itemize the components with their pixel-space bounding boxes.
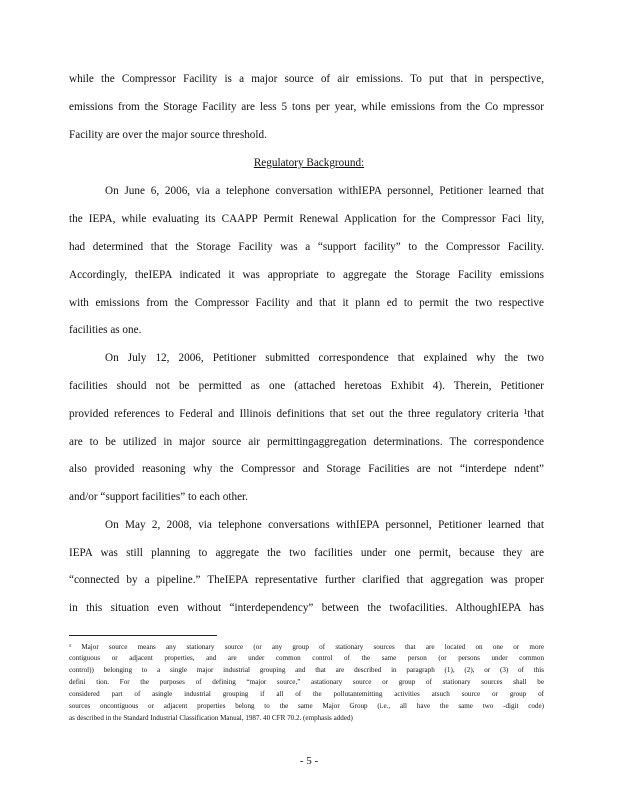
page-number: - 5 - <box>299 755 319 767</box>
text-line: IEPA was still planning to aggregate the two facilities under one permit, because they are <box>69 547 544 559</box>
footnote-line: contiguous or adjacent properties, and are under common control of the same person (or persons under common <box>69 654 544 662</box>
text-line: in this situation even without “interdependency” between the twofacilities. AlthoughIEPA has <box>69 602 544 614</box>
text-line: “connected by a pipeline.” TheIEPA representative further clarified that aggregation was proper <box>69 574 544 586</box>
text-line: emissions from the Storage Facility are less 5 tons per year, while emissions from the Co mpressor <box>69 101 544 113</box>
text-line: On June 6, 2006, via a telephone conversation withIEPA personnel, Petitioner learned that <box>105 185 544 197</box>
text-line: had determined that the Storage Facility was a “support facility” to the Compressor Facility. <box>69 241 544 253</box>
text-line: On May 2, 2008, via telephone conversations withIEPA personnel, Petitioner learned that <box>105 519 544 531</box>
text-line: On July 12, 2006, Petitioner submitted correspondence that explained why the two <box>105 352 544 364</box>
text-line: facilities as one. <box>69 324 142 336</box>
footnote-line: as described in the Standard Industrial Classification Manual, 1987. 40 CFR 70.2. (emphasis added) <box>69 714 353 722</box>
footnote-line: control)) belonging to a single major industrial grouping and that are described in paragraph (1), (2), or (3) of this <box>69 666 544 674</box>
text-line: facilities should not be permitted as one (attached heretoas Exhibit 4). Therein, Petitioner <box>69 380 544 392</box>
footnote-divider <box>69 635 217 636</box>
text-line: are to be utilized in major source air permittingaggregation determinations. The correspondence <box>69 436 544 448</box>
text-line: while the Compressor Facility is a major source of air emissions. To put that in perspective, <box>69 73 544 85</box>
text-line: and/or “support facilities” to each other. <box>69 491 248 503</box>
text-line: the IEPA, while evaluating its CAAPP Permit Renewal Application for the Compressor Faci lity, <box>69 213 544 225</box>
text-line: Facility are over the major source threshold. <box>69 129 267 141</box>
text-line: with emissions from the Compressor Facility and that it plann ed to permit the two respective <box>69 297 544 309</box>
text-line: provided references to Federal and Illinois definitions that set out the three regulatory criteria ¹that <box>69 408 544 420</box>
footnote-line: sources oncontiguous or adjacent properties belong to the same Major Group (i.e., all have the same two -digit code) <box>69 702 544 710</box>
footnote-line: considered part of asingle industrial grouping if all of the pollutantemitting activities atsuch source or group of <box>69 690 544 698</box>
footnote-line: ¹ Major source means any stationary source (or any group of stationary sources that are located on one or more <box>69 643 544 651</box>
text-line: also provided reasoning why the Compressor and Storage Facilities are not “interdepe ndent” <box>69 463 544 475</box>
text-line: Accordingly, theIEPA indicated it was appropriate to aggregate the Storage Facility emissions <box>69 269 544 281</box>
section-heading: Regulatory Background: <box>253 157 365 169</box>
footnote-line: defini tion. For the purposes of defining “major source,” astationary source or group of stationary sources shall be <box>69 678 544 686</box>
